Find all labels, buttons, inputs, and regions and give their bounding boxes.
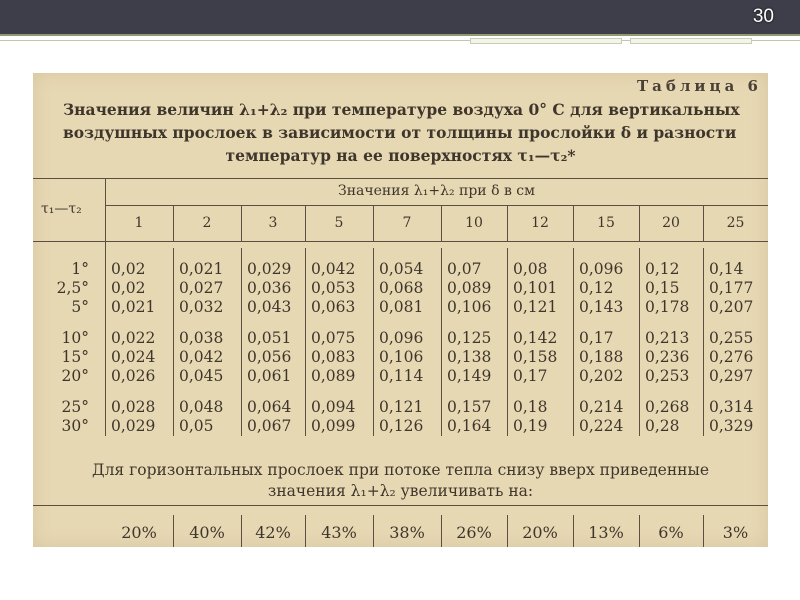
column-divider (173, 248, 174, 436)
table-cell: 0,038 (179, 329, 224, 347)
table-cell: 0,268 (645, 398, 690, 416)
table-cell: 0,042 (311, 260, 356, 278)
table-cell: 0,02 (111, 279, 146, 297)
table-cell: 0,021 (111, 298, 156, 316)
column-divider (173, 515, 174, 547)
column-divider (241, 205, 242, 241)
table-cell: 0,236 (645, 348, 690, 366)
table-cell: 0,02 (111, 260, 146, 278)
table-cell: 0,089 (311, 367, 356, 385)
table-cell: 0,177 (709, 279, 754, 297)
note-line: значения λ₁+λ₂ увеличивать на: (267, 482, 534, 500)
table-cell: 0,043 (247, 298, 292, 316)
column-header: 25 (726, 215, 745, 231)
header-bottom-rule (33, 241, 768, 242)
table-cell: 0,096 (379, 329, 424, 347)
table-cell: 0,063 (311, 298, 356, 316)
table-cell: 0,297 (709, 367, 754, 385)
increase-value: 6% (658, 523, 684, 542)
table-cell: 0,029 (111, 417, 156, 435)
column-divider (441, 248, 442, 436)
table-cell: 0,149 (447, 367, 492, 385)
table-cell: 0,213 (645, 329, 690, 347)
group-header: Значения λ₁+λ₂ при δ в см (337, 183, 536, 199)
table-cell: 0,138 (447, 348, 492, 366)
increase-value: 3% (722, 523, 749, 542)
table-cell: 0,021 (179, 260, 224, 278)
scanned-table-image (33, 73, 768, 547)
increase-value: 26% (456, 523, 492, 542)
table-cell: 0,12 (645, 260, 680, 278)
increase-value: 43% (321, 523, 357, 542)
table-cell: 0,067 (247, 417, 292, 435)
column-divider (703, 248, 704, 436)
table-cell: 0,106 (379, 348, 424, 366)
table-cell: 0,202 (579, 367, 624, 385)
header-divider-rule (105, 205, 768, 206)
table-cell: 0,026 (111, 367, 156, 385)
table-cell: 0,028 (111, 398, 156, 416)
column-divider (703, 515, 704, 547)
table-label: Таблица 6 (636, 77, 762, 95)
table-cell: 0,255 (709, 329, 754, 347)
slide-number: 30 (752, 6, 774, 27)
top-accent-line (0, 34, 800, 36)
column-divider (507, 205, 508, 241)
row-label: 30° (61, 417, 89, 435)
table-cell: 0,121 (379, 398, 424, 416)
table-cell: 0,053 (311, 279, 356, 297)
table-cell: 0,07 (447, 260, 482, 278)
increase-value: 20% (522, 523, 558, 542)
increase-value: 38% (389, 523, 425, 542)
column-divider (241, 515, 242, 547)
table-cell: 0,054 (379, 260, 424, 278)
table-cell: 0,036 (247, 279, 292, 297)
table-cell: 0,164 (447, 417, 492, 435)
column-divider (639, 248, 640, 436)
row-header-divider (105, 178, 106, 436)
table-cell: 0,099 (311, 417, 356, 435)
row-label: 5° (71, 298, 89, 316)
table-cell: 0,114 (379, 367, 424, 385)
table-cell: 0,022 (111, 329, 156, 347)
table-cell: 0,19 (513, 417, 548, 435)
row-label: 10° (61, 329, 89, 347)
table-cell: 0,051 (247, 329, 292, 347)
column-divider (703, 205, 704, 241)
table-cell: 0,024 (111, 348, 156, 366)
row-label: 20° (61, 367, 89, 385)
table-cell: 0,18 (513, 398, 548, 416)
table-cell: 0,14 (709, 260, 744, 278)
table-cell: 0,28 (645, 417, 680, 435)
column-divider (373, 515, 374, 547)
table-cell: 0,276 (709, 348, 754, 366)
table-cell: 0,253 (645, 367, 690, 385)
table-cell: 0,142 (513, 329, 558, 347)
table-title-line: Значения величин λ₁+λ₂ при температуре воздуха 0° С для вертикальных (63, 100, 740, 119)
table-cell: 0,121 (513, 298, 558, 316)
column-divider (305, 515, 306, 547)
column-divider (639, 515, 640, 547)
table-cell: 0,061 (247, 367, 292, 385)
table-cell: 0,224 (579, 417, 624, 435)
table-cell: 0,094 (311, 398, 356, 416)
column-divider (507, 515, 508, 547)
table-title-line: воздушных прослоек в зависимости от толщины прослойки δ и разности (63, 123, 737, 142)
column-divider (373, 248, 374, 436)
row-label: 1° (71, 260, 89, 278)
column-divider (573, 248, 574, 436)
table-cell: 0,15 (645, 279, 680, 297)
column-divider (573, 515, 574, 547)
row-label: 15° (61, 348, 89, 366)
column-header: 5 (334, 215, 344, 231)
table-cell: 0,083 (311, 348, 356, 366)
table-cell: 0,143 (579, 298, 624, 316)
table-bottom-rule (33, 505, 768, 506)
table-cell: 0,029 (247, 260, 292, 278)
table-top-rule (33, 178, 768, 179)
table-cell: 0,042 (179, 348, 224, 366)
table-cell: 0,126 (379, 417, 424, 435)
table-cell: 0,207 (709, 298, 754, 316)
table-cell: 0,056 (247, 348, 292, 366)
table-cell: 0,329 (709, 417, 754, 435)
column-header: 10 (465, 215, 483, 231)
table-cell: 0,081 (379, 298, 424, 316)
column-divider (173, 205, 174, 241)
column-header: 20 (662, 215, 680, 231)
table-cell: 0,17 (579, 329, 614, 347)
column-divider (573, 205, 574, 241)
table-title-line: температур на ее поверхностях τ₁—τ₂* (225, 146, 576, 165)
column-divider (639, 205, 640, 241)
table-cell: 0,08 (513, 260, 548, 278)
table-cell: 0,032 (179, 298, 224, 316)
column-divider (441, 515, 442, 547)
increase-value: 13% (588, 523, 624, 542)
column-header: 12 (531, 215, 549, 231)
table-cell: 0,106 (447, 298, 492, 316)
increase-value: 20% (121, 523, 157, 542)
increase-value: 42% (255, 523, 291, 542)
table-cell: 0,214 (579, 398, 624, 416)
decorative-box (630, 38, 752, 44)
table-cell: 0,314 (709, 398, 754, 416)
table-cell: 0,12 (579, 279, 614, 297)
table-cell: 0,048 (179, 398, 224, 416)
note-line: Для горизонтальных прослоек при потоке тепла снизу вверх приведенные (91, 461, 710, 479)
table-cell: 0,101 (513, 279, 558, 297)
column-divider (305, 248, 306, 436)
table-cell: 0,178 (645, 298, 690, 316)
table-cell: 0,064 (247, 398, 292, 416)
table-cell: 0,027 (179, 279, 224, 297)
decorative-box (470, 38, 622, 44)
table-cell: 0,068 (379, 279, 424, 297)
row-header: τ₁—τ₂ (41, 201, 82, 217)
table-cell: 0,096 (579, 260, 624, 278)
table-cell: 0,17 (513, 367, 548, 385)
column-divider (305, 205, 306, 241)
row-label: 2,5° (56, 279, 89, 297)
column-header: 1 (134, 215, 144, 231)
column-divider (241, 248, 242, 436)
column-header: 3 (268, 215, 278, 231)
table-cell: 0,158 (513, 348, 558, 366)
column-header: 15 (597, 215, 615, 231)
column-header: 2 (202, 215, 212, 231)
table-cell: 0,188 (579, 348, 624, 366)
table-cell: 0,075 (311, 329, 356, 347)
column-divider (441, 205, 442, 241)
table-cell: 0,045 (179, 367, 224, 385)
table-cell: 0,125 (447, 329, 492, 347)
increase-value: 40% (189, 523, 225, 542)
table-cell: 0,089 (447, 279, 492, 297)
table-cell: 0,157 (447, 398, 492, 416)
slide-top-bar (0, 0, 800, 34)
row-label: 25° (61, 398, 89, 416)
column-divider (507, 248, 508, 436)
column-divider (373, 205, 374, 241)
column-header: 7 (402, 215, 412, 231)
table-cell: 0,05 (179, 417, 214, 435)
